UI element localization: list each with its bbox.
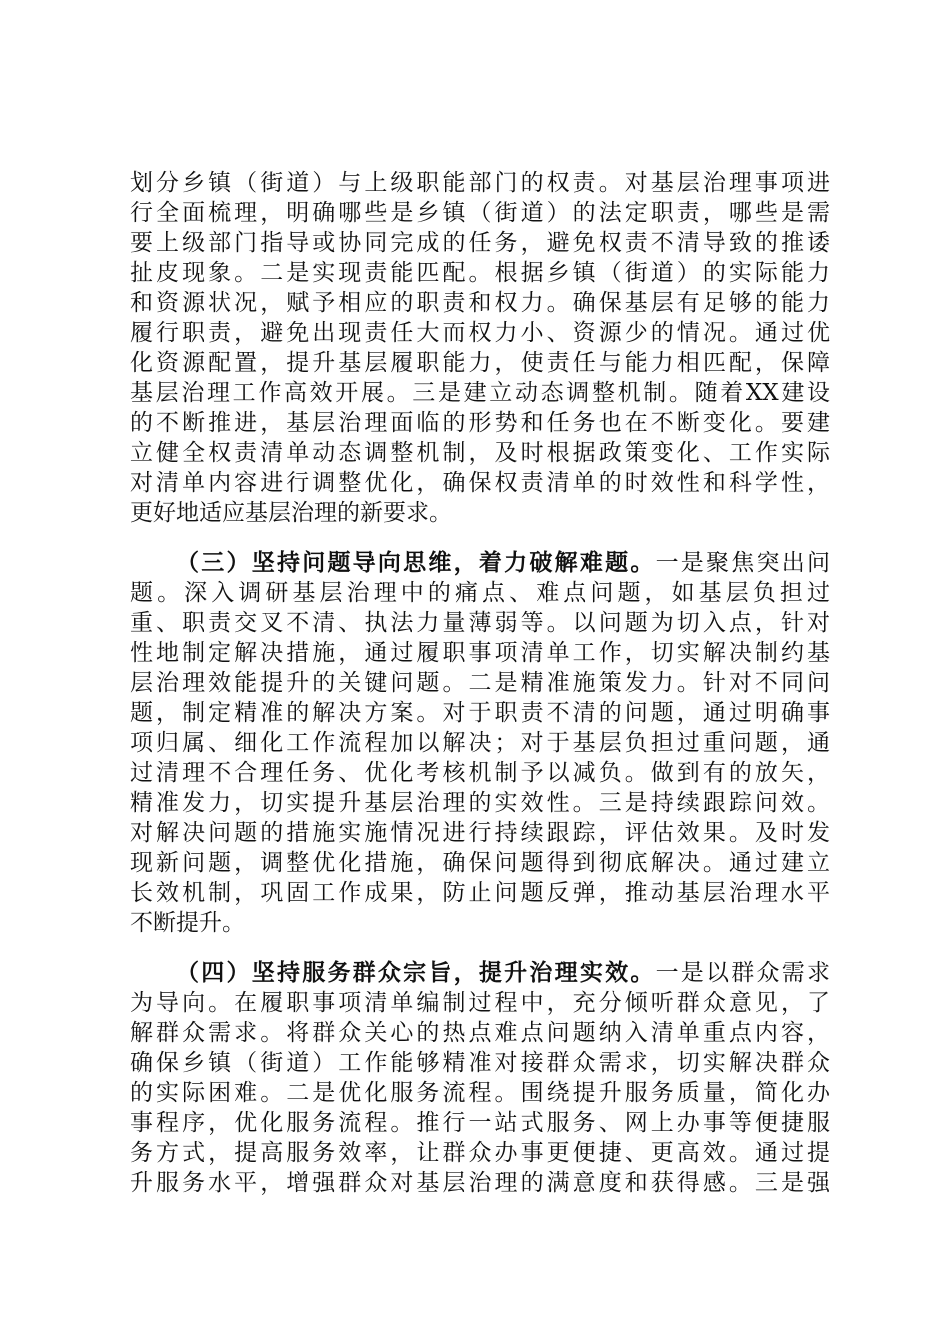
paragraph-line: 长效机制，巩固工作成果，防止问题反弹，推动基层治理水平: [130, 880, 830, 906]
paragraph-line: 和资源状况，赋予相应的职责和权力。确保基层有足够的能力: [130, 290, 830, 316]
paragraph-line: 务方式，提高服务效率，让群众办事更便捷、更高效。通过提: [130, 1140, 830, 1166]
paragraph-line: 基层治理工作高效开展。三是建立动态调整机制。随着XX建设: [130, 380, 830, 406]
paragraph-line: 性地制定解决措施，通过履职事项清单工作，切实解决制约基: [130, 640, 830, 666]
paragraph-line: 不断提升。: [130, 910, 245, 936]
paragraph-line: 题。深入调研基层治理中的痛点、难点问题，如基层负担过: [130, 580, 830, 606]
document-page: [130, 168, 830, 1198]
paragraph-line: 对清单内容进行调整优化，确保权责清单的时效性和科学性，: [130, 470, 830, 496]
paragraph-first-line: [130, 548, 830, 578]
paragraph-text: 一是聚焦突出问: [655, 550, 830, 576]
paragraph-line: 划分乡镇（街道）与上级职能部门的权责。对基层治理事项进: [130, 170, 830, 196]
paragraph-first-line: [130, 958, 830, 988]
paragraph-line: 立健全权责清单动态调整机制，及时根据政策变化、工作实际: [130, 440, 830, 466]
paragraph-line: 为导向。在履职事项清单编制过程中，充分倾听群众意见，了: [130, 990, 830, 1016]
paragraph-line: 升服务水平，增强群众对基层治理的满意度和获得感。三是强: [130, 1170, 830, 1196]
section-heading-3: （三）坚持问题导向思维，着力破解难题。: [176, 550, 656, 576]
paragraph-line: 项归属、细化工作流程加以解决；对于基层负担过重问题，通: [130, 730, 830, 756]
paragraph-line: 现新问题，调整优化措施，确保问题得到彻底解决。通过建立: [130, 850, 830, 876]
paragraph-line: 的实际困难。二是优化服务流程。围绕提升服务质量，简化办: [130, 1080, 830, 1106]
paragraph-1: [130, 168, 830, 528]
paragraph-line: 化资源配置，提升基层履职能力，使责任与能力相匹配，保障: [130, 350, 830, 376]
paragraph-spacer: [130, 528, 830, 548]
paragraph-line: 扯皮现象。二是实现责能匹配。根据乡镇（街道）的实际能力: [130, 260, 830, 286]
paragraph-spacer: [130, 938, 830, 958]
paragraph-line: 履行职责，避免出现责任大而权力小、资源少的情况。通过优: [130, 320, 830, 346]
paragraph-line: 过清理不合理任务、优化考核机制予以减负。做到有的放矢，: [130, 760, 830, 786]
paragraph-line: 层治理效能提升的关键问题。二是精准施策发力。针对不同问: [130, 670, 830, 696]
section-heading-4: （四）坚持服务群众宗旨，提升治理实效。: [176, 960, 656, 986]
paragraph-2: [130, 548, 830, 938]
paragraph-text: 一是以群众需求: [655, 960, 830, 986]
paragraph-line: 要上级部门指导或协同完成的任务，避免权责不清导致的推诿: [130, 230, 830, 256]
paragraph-line: 确保乡镇（街道）工作能够精准对接群众需求，切实解决群众: [130, 1050, 830, 1076]
paragraph-line: 重、职责交叉不清、执法力量薄弱等。以问题为切入点，针对: [130, 610, 830, 636]
paragraph-line: 行全面梳理，明确哪些是乡镇（街道）的法定职责，哪些是需: [130, 200, 830, 226]
paragraph-line: 解群众需求。将群众关心的热点难点问题纳入清单重点内容，: [130, 1020, 830, 1046]
paragraph-line: 更好地适应基层治理的新要求。: [130, 500, 452, 526]
paragraph-line: 题，制定精准的解决方案。对于职责不清的问题，通过明确事: [130, 700, 830, 726]
paragraph-line: 的不断推进，基层治理面临的形势和任务也在不断变化。要建: [130, 410, 830, 436]
paragraph-3: [130, 958, 830, 1198]
paragraph-line: 对解决问题的措施实施情况进行持续跟踪，评估效果。及时发: [130, 820, 830, 846]
paragraph-line: 事程序，优化服务流程。推行一站式服务、网上办事等便捷服: [130, 1110, 830, 1136]
paragraph-line: 精准发力，切实提升基层治理的实效性。三是持续跟踪问效。: [130, 790, 830, 816]
